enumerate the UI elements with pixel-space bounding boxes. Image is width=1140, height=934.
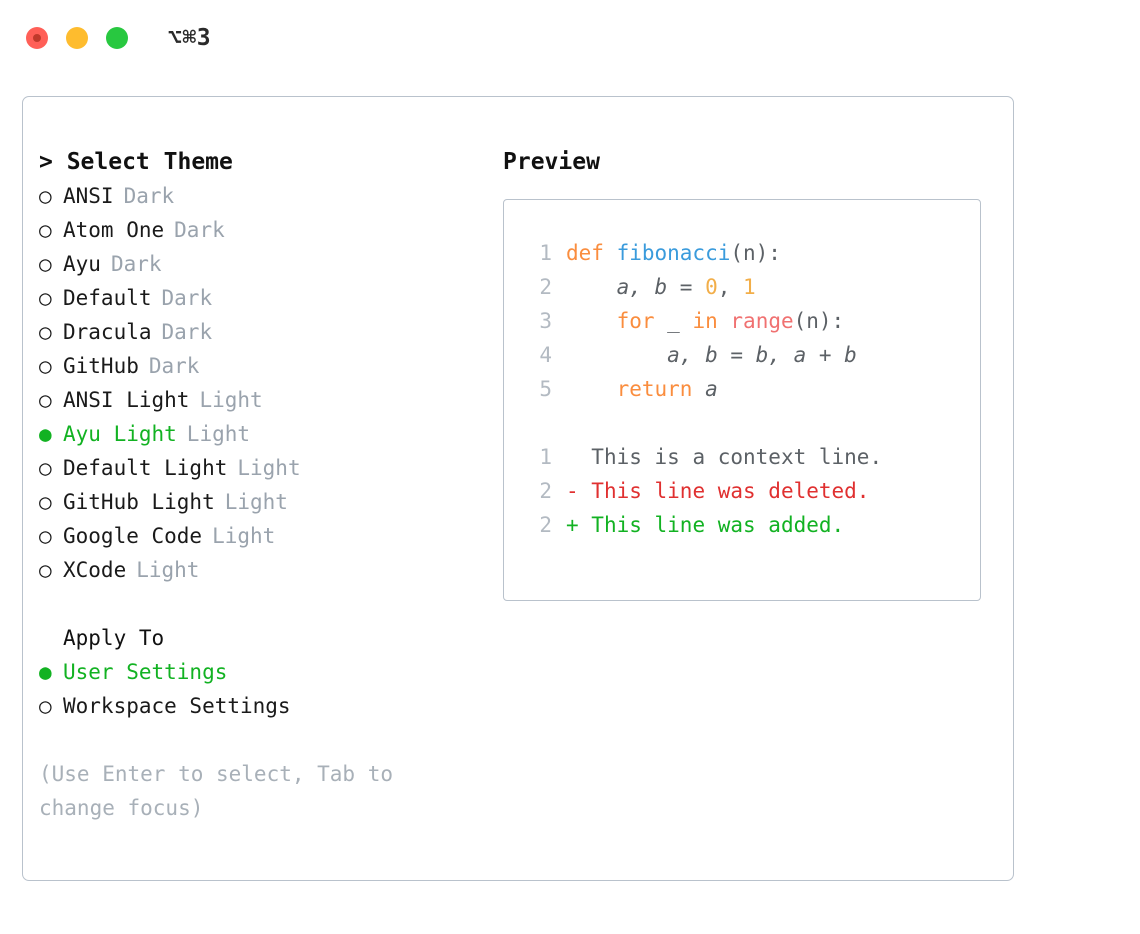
code-token: for [616,309,655,333]
theme-option-tag: Light [224,490,288,514]
code-token: a, b = [566,275,706,299]
theme-option-ayu[interactable] [39,247,483,281]
theme-option-tag: Dark [161,320,213,344]
code-token: a, b = b, a + b [566,343,857,367]
apply-option-workspace-settings[interactable] [39,689,483,723]
code-token: def [566,241,617,265]
theme-option-label: ANSI [63,184,114,208]
theme-option-github-light[interactable] [39,485,483,519]
line-number: 2 [539,275,552,299]
theme-option-atom-one[interactable] [39,213,483,247]
code-token [566,377,617,401]
code-token: range [730,309,794,333]
preview-column [483,145,1013,825]
theme-option-google-code[interactable] [39,519,483,553]
theme-option-label: GitHub Light [63,490,215,514]
theme-option-dracula[interactable] [39,315,483,349]
code-token: fibonacci [616,241,731,265]
apply-to-heading: Apply To [63,626,165,650]
diff-sign [566,445,579,469]
theme-option-ansi[interactable] [39,179,483,213]
keyboard-hint: (Use Enter to select, Tab to change focus) [39,762,394,820]
radio-unselected-icon: ○ [39,490,52,514]
diff-sign: + [566,513,579,537]
line-number: 4 [539,343,552,367]
diff-text: This line was added. [578,513,845,537]
radio-unselected-icon: ○ [39,524,52,548]
apply-option-label: User Settings [63,660,228,684]
theme-selector-column [23,145,483,825]
radio-unselected-icon: ○ [39,286,52,310]
maximize-button[interactable] [106,27,128,49]
theme-option-label: Atom One [63,218,165,242]
code-token: in [692,309,718,333]
title-bar [0,0,1140,76]
theme-option-xcode[interactable] [39,553,483,587]
radio-unselected-icon: ○ [39,252,52,276]
diff-line [526,440,980,474]
theme-option-tag: Dark [174,218,225,242]
line-number: 5 [539,377,552,401]
theme-option-label: ANSI Light [63,388,190,412]
code-line [526,372,980,406]
apply-option-user-settings[interactable] [39,655,483,689]
line-number: 2 [539,479,552,503]
radio-selected-icon: ● [39,660,52,684]
theme-option-label: Default [63,286,152,310]
theme-option-ayu-light[interactable] [39,417,483,451]
radio-selected-icon: ● [39,422,52,446]
code-line [526,304,980,338]
theme-option-github[interactable] [39,349,483,383]
code-line [526,270,980,304]
diff-sign: - [566,479,579,503]
radio-unselected-icon: ○ [39,456,52,480]
code-token: a [692,377,718,401]
theme-option-label: XCode [63,558,127,582]
theme-option-tag: Dark [123,184,175,208]
apply-option-list [39,655,483,723]
preview-box [503,199,981,601]
preview-heading: Preview [503,149,600,175]
select-theme-heading: > Select Theme [39,149,233,175]
theme-option-tag: Light [199,388,263,412]
theme-option-default[interactable] [39,281,483,315]
code-token: , [717,275,744,299]
diff-line [526,474,980,508]
radio-unselected-icon: ○ [39,694,52,718]
theme-option-tag: Dark [110,252,162,276]
code-sample [526,236,980,406]
theme-option-tag: Light [237,456,301,480]
diff-sample [526,440,980,542]
radio-unselected-icon: ○ [39,354,52,378]
radio-unselected-icon: ○ [39,388,52,412]
radio-unselected-icon: ○ [39,320,52,344]
theme-option-label: Ayu Light [63,422,177,446]
close-button[interactable] [26,27,48,49]
main-panel [22,96,1014,881]
line-number: 1 [539,445,552,469]
theme-option-default-light[interactable] [39,451,483,485]
code-token: _ [654,309,693,333]
code-token: 1 [743,275,756,299]
code-token: (n): [793,309,845,333]
theme-option-tag: Light [212,524,276,548]
radio-unselected-icon: ○ [39,558,52,582]
apply-option-label: Workspace Settings [63,694,291,718]
theme-option-list [39,179,483,587]
line-number: 2 [539,513,552,537]
theme-option-label: GitHub [63,354,139,378]
minimize-button[interactable] [66,27,88,49]
theme-option-label: Dracula [63,320,152,344]
theme-option-ansi-light[interactable] [39,383,483,417]
window-title: ⌥⌘3 [168,25,212,51]
code-token: return [616,377,693,401]
code-token [566,309,617,333]
theme-option-label: Google Code [63,524,203,548]
code-line [526,236,980,270]
theme-option-label: Default Light [63,456,228,480]
theme-option-label: Ayu [63,252,101,276]
code-token: 0 [705,275,718,299]
code-token: (n): [730,241,781,265]
theme-option-tag: Dark [161,286,213,310]
theme-option-tag: Light [136,558,200,582]
diff-line [526,508,980,542]
diff-text: This line was deleted. [578,479,870,503]
code-token [718,309,731,333]
line-number: 3 [539,309,552,333]
theme-option-tag: Light [186,422,251,446]
line-number: 1 [539,241,552,265]
diff-text: This is a context line. [578,445,883,469]
radio-unselected-icon: ○ [39,218,52,242]
code-line [526,338,980,372]
theme-option-tag: Dark [148,354,200,378]
radio-unselected-icon: ○ [39,184,52,208]
